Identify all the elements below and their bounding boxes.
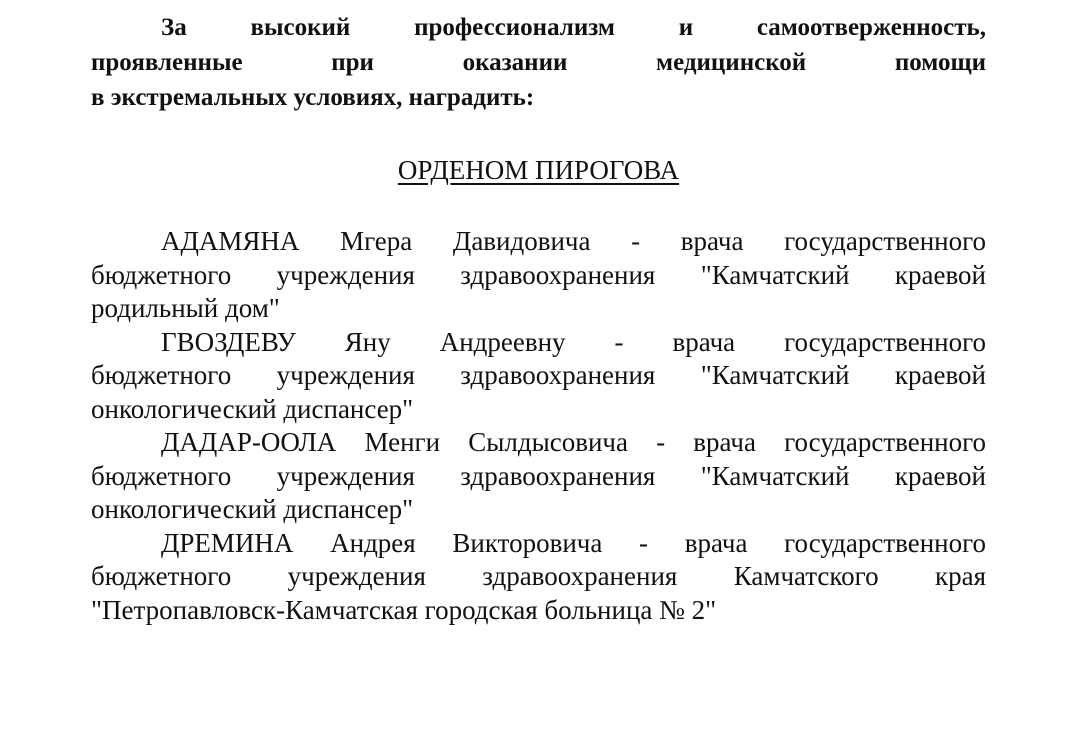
nominee-line: онкологический диспансер": [91, 393, 414, 424]
nominee-line: ГВОЗДЕВУ Яну Андреевну - врача государственного: [161, 326, 986, 357]
nominee-line: "Петропавловск-Камчатская городская больница № 2": [91, 594, 717, 625]
nominee-line: ДРЕМИНА Андрея Викторовича - врача государственного: [161, 527, 986, 558]
nominee-line: бюджетного учреждения здравоохранения "Камчатский краевой: [91, 360, 986, 390]
nominee-line: бюджетного учреждения здравоохранения "Камчатский краевой: [91, 460, 986, 491]
nominee-line: бюджетного учреждения здравоохранения "Камчатский краевой: [91, 259, 986, 290]
nominee-entry: [91, 225, 986, 326]
preamble-line: проявленные при оказании медицинской помощи: [91, 49, 986, 76]
document-page: [91, 10, 986, 627]
preamble-line: в экстремальных условиях, наградить:: [91, 84, 535, 111]
nominee-line: ДАДАР-ООЛА Менги Сылдысовича - врача государственного: [161, 427, 986, 457]
nominee-line: родильный дом": [91, 293, 280, 323]
nominee-entry: [91, 326, 986, 427]
nominee-line: АДАМЯНА Мгера Давидовича - врача государственного: [161, 226, 986, 256]
nominee-entry: [91, 426, 986, 527]
award-title-text: ОРДЕНОМ ПИРОГОВА: [397, 155, 680, 185]
award-preamble: [91, 10, 986, 115]
nominee-entry: [91, 527, 986, 628]
nominee-line: бюджетного учреждения здравоохранения Камчатского края: [91, 561, 986, 591]
award-title: [91, 153, 986, 187]
preamble-line: За высокий профессионализм и самоотверженность,: [161, 14, 986, 41]
nominee-line: онкологический диспансер": [91, 494, 414, 524]
